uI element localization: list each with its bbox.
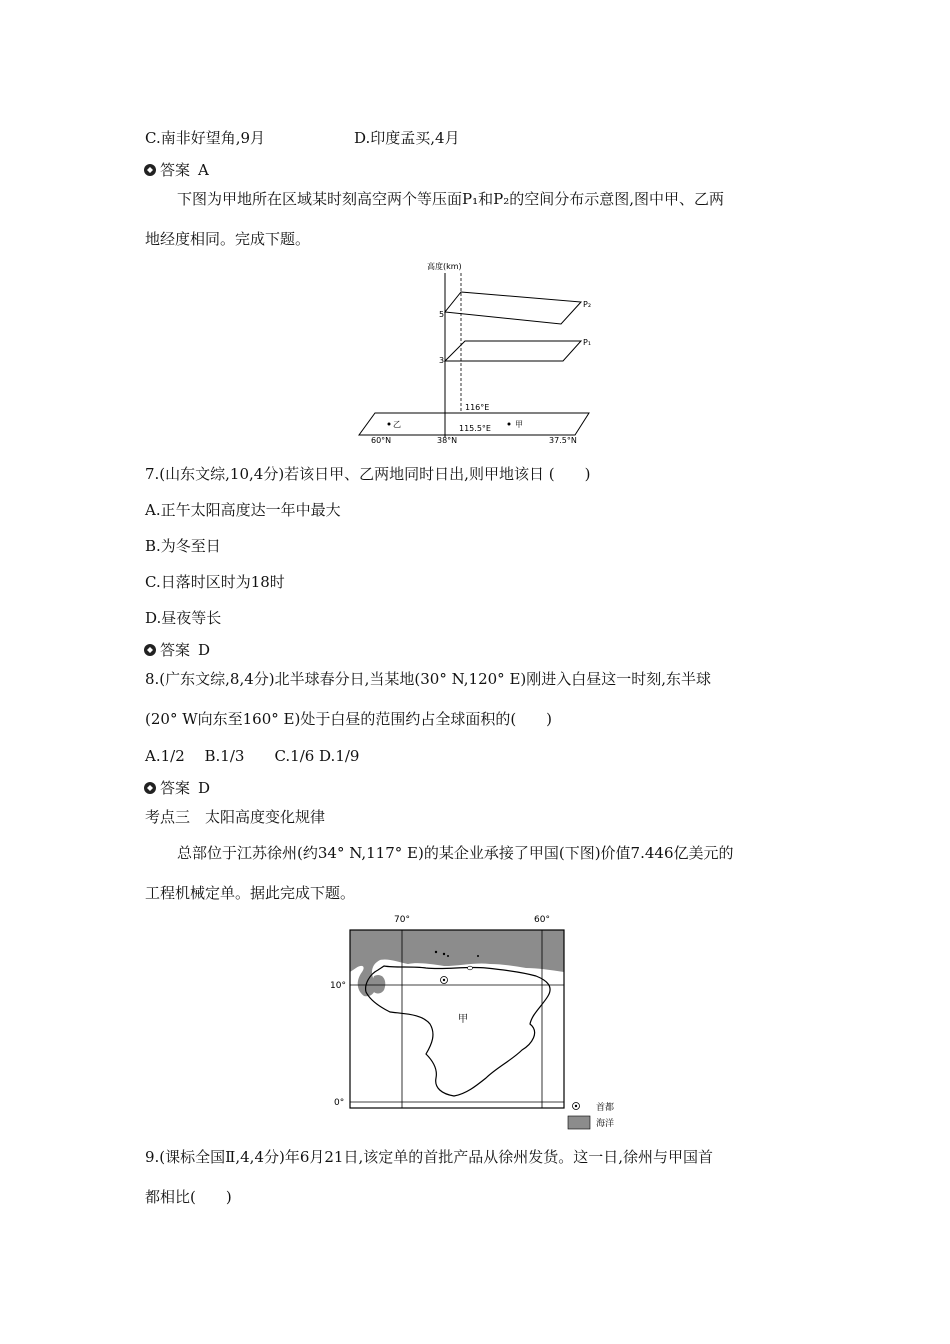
- lat-60n-label: 60°N: [371, 436, 392, 445]
- lat-37-5n-label: 37.5°N: [549, 436, 577, 445]
- q7-option-a: A.正午太阳高度达一年中最大: [145, 501, 341, 519]
- lat-10-label: 10°: [330, 981, 346, 991]
- answer-icon: [143, 781, 157, 795]
- y-tick-3: 3: [439, 356, 445, 365]
- answer-label: 答案: [160, 779, 191, 797]
- intro-1-line-b: 地经度相同。完成下题。: [145, 230, 311, 248]
- q7-option-b: B.为冬至日: [145, 537, 221, 555]
- legend-capital-label: 首都: [596, 1103, 615, 1113]
- p2-surface: [445, 292, 581, 324]
- jia-point: [508, 423, 511, 426]
- legend-ocean-label: 海洋: [596, 1119, 615, 1129]
- lon-60-label: 60°: [534, 915, 550, 925]
- legend-ocean-swatch: [568, 1116, 590, 1129]
- y-tick-5: 5: [439, 310, 445, 319]
- answer-2: [143, 640, 210, 660]
- island: [468, 966, 473, 970]
- question-9-line-a: 9.(课标全国Ⅱ,4,4分)年6月21日,该定单的首批产品从徐州发货。这一日,徐州与甲国首: [145, 1148, 714, 1166]
- y-axis-label: 高度(km): [427, 262, 462, 271]
- answer-icon: [143, 163, 157, 177]
- lat-0-label: 0°: [334, 1098, 345, 1108]
- lat-38n-label: 38°N: [437, 436, 458, 445]
- question-8-line-b: (20° W向东至160° E)处于白昼的范围约占全球面积的( ): [145, 710, 553, 728]
- q7-option-c: C.日落时区时为18时: [145, 573, 285, 591]
- intro-1-line-a: 下图为甲地所在区域某时刻高空两个等压面P₁和P₂的空间分布示意图,图中甲、乙两: [177, 190, 724, 208]
- jia-label: 甲: [515, 420, 523, 429]
- p1-surface: [445, 341, 581, 361]
- country-map: [326, 910, 626, 1140]
- lon-115-5e-label: 115.5°E: [459, 424, 491, 433]
- country-label: 甲: [458, 1014, 468, 1025]
- country-outline: [366, 966, 550, 1096]
- answer-value: A: [198, 161, 209, 179]
- question-7: 7.(山东文综,10,4分)若该日甲、乙两地同时日出,则甲地该日 ( ): [145, 465, 591, 483]
- answer-label: 答案: [160, 641, 191, 659]
- isobaric-surface-diagram: [355, 255, 595, 445]
- q8-options: A.1/2 B.1/3 C.1/6 D.1/9: [145, 747, 360, 765]
- lon-70-label: 70°: [394, 915, 410, 925]
- answer-value: D: [198, 779, 211, 797]
- p1-label: P₁: [583, 338, 592, 347]
- question-8-line-a: 8.(广东文综,8,4分)北半球春分日,当某地(30° N,120° E)刚进入白昼这一时刻,东半球: [145, 670, 712, 688]
- answer-1: [143, 160, 209, 180]
- answer-icon: [143, 643, 157, 657]
- intro-2-line-b: 工程机械定单。据此完成下题。: [145, 884, 356, 902]
- q6-option-c: C.南非好望角,9月: [145, 129, 266, 147]
- q6-option-d: D.印度孟买,4月: [354, 129, 460, 147]
- answer-value: D: [198, 641, 211, 659]
- answer-3: [143, 778, 210, 798]
- intro-2-line-a: 总部位于江苏徐州(约34° N,117° E)的某企业承接了甲国(下图)价值7.446亿美元的: [177, 844, 734, 862]
- lon-116e-label: 116°E: [465, 403, 490, 412]
- answer-label: 答案: [160, 161, 191, 179]
- p2-label: P₂: [583, 300, 592, 309]
- section-heading: 考点三 太阳高度变化规律: [145, 808, 326, 826]
- yi-label: 乙: [393, 420, 401, 429]
- yi-point: [388, 423, 391, 426]
- question-9-line-b: 都相比( ): [145, 1188, 232, 1206]
- q7-option-d: D.昼夜等长: [145, 609, 222, 627]
